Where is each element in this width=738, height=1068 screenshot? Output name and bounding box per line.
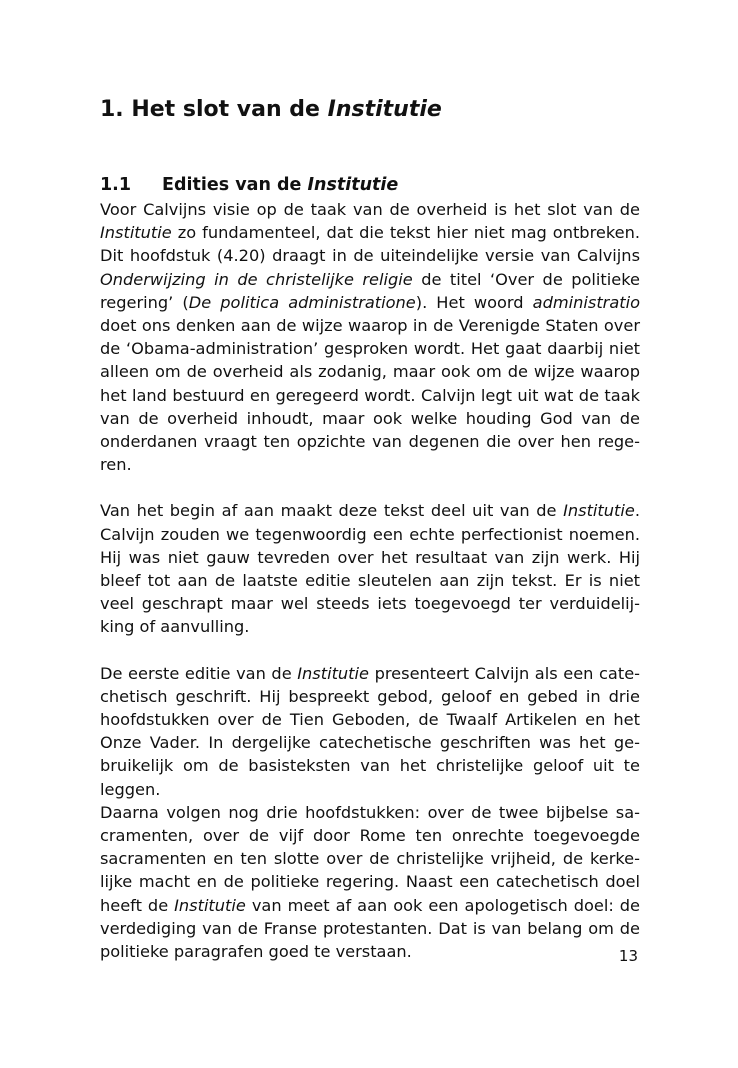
paragraph-1 <box>100 198 640 476</box>
paragraph-1-italic-1: Institutie <box>100 223 172 243</box>
paragraph-1-italic-4: administratio <box>532 292 640 312</box>
section-title-italic: Institutie <box>307 175 399 195</box>
page-body <box>100 90 640 963</box>
paragraph-4-italic-1: Institutie <box>174 895 246 915</box>
chapter-title <box>100 90 640 130</box>
paragraph-1-text-3: de titel ‘Over de politieke regering’ ( <box>100 269 640 312</box>
paragraph-1-italic-2: Onderwijzing in de christelijke religie <box>100 269 413 289</box>
paragraph-1-italic-3: De politica administratione <box>188 292 416 312</box>
chapter-number: 1. <box>100 97 124 122</box>
paragraph-2-text-1: Van het begin af aan maakt deze tekst deel uit van de <box>100 501 564 521</box>
paragraph-1-text-4: ). Het woord <box>415 292 533 312</box>
paragraph-2 <box>100 499 640 638</box>
paragraph-4-text-1: Daarna volgen nog drie hoofdstukken: over de twee bijbelse sacramenten, over de vijf door Rome ten onrechte toegevoegde sacramenten en ten slotte over de christelijke vrijheid, de kerkelijke macht en de politieke regering. Naast een catechetisch doel heeft de <box>100 802 640 915</box>
paragraph-3 <box>100 662 640 801</box>
paragraph-1-text-1: Voor Calvijns visie op de taak van de overheid is het slot van de <box>100 200 640 219</box>
page-number: 13 <box>618 947 638 965</box>
chapter-title-text: Het slot van de <box>131 97 320 122</box>
paragraph-3-italic-1: Institutie <box>297 663 369 683</box>
paragraph-3-text-2: presenteert Calvijn als een catechetisch geschrift. Hij bespreekt gebod, geloof en gebed in drie hoofdstukken over de Tien Geboden, de Twaalf Artikelen en het Onze Vader. In dergelijke catechetische geschriften was het gebruikelijk om de basisteksten van het christelijke geloof uit te leggen. <box>100 663 640 799</box>
paragraph-4 <box>100 801 640 963</box>
section-number: 1.1 <box>100 175 132 195</box>
section-title-text: Edities van de <box>162 175 302 195</box>
paragraph-1-text-5: doet ons denken aan de wijze waarop in de Verenigde Staten over de ‘Obama-administration’ gesproken wordt. Het gaat daarbij niet alleen om de overheid als zodanig, maar ook om de wijze waarop het land bestuurd en geregeerd wordt. Calvijn legt uit wat de taak van de overheid inhoudt, maar ook welke houding God van de onderdanen vraagt ten opzichte van degenen die over hen regeren. <box>100 316 640 475</box>
chapter-title-italic: Institutie <box>327 97 442 122</box>
paragraph-1-text-2: zo fundamenteel, dat die tekst hier niet mag ontbreken. Dit hoofdstuk (4.20) draagt in de uiteindelijke versie van Calvijns <box>100 223 640 266</box>
paragraph-2-italic-1: Institutie <box>563 501 635 521</box>
paragraph-2-text-2: . Calvijn zouden we tegenwoordig een echte perfectionist noemen. Hij was niet gauw tevreden over het resultaat van zijn werk. Hij bleef tot aan de laatste editie sleutelen aan zijn tekst. Er is niet veel geschrapt maar wel steeds iets toegevoegd ter verduidelijking of aanvulling. <box>100 501 640 637</box>
paragraph-3-text-1: De eerste editie van de <box>100 663 298 683</box>
paragraph-4-text-2: van meet af aan ook een apologetisch doel: de verdediging van de Franse protestanten. Dat is van belang om de politieke paragrafen goed te verstaan. <box>100 895 640 962</box>
section-title <box>100 172 640 198</box>
